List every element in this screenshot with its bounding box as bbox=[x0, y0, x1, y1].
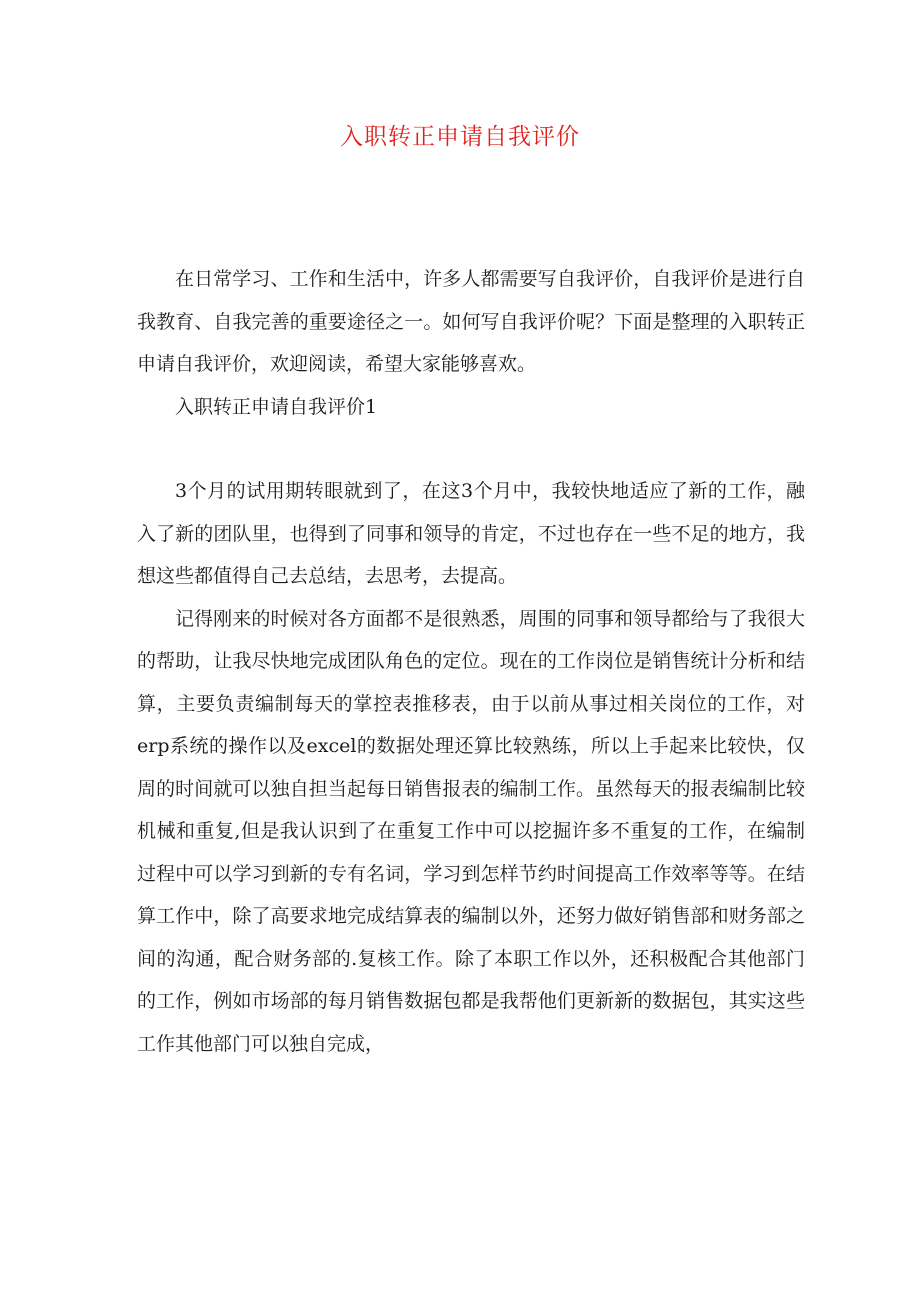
document-title: 入职转正申请自我评价 bbox=[340, 124, 580, 150]
body-paragraph-1: 3个月的试用期转眼就到了，在这3个月中，我较快地适应了新的工作，融入了新的团队里，也得到了同事和领导的肯定，不过也存在一些不足的地方，我想这些都值得自己去总结，去思考，去提高。 bbox=[137, 480, 805, 587]
document-body bbox=[137, 258, 805, 1065]
body-paragraph-2: 记得刚来的时候对各方面都不是很熟悉，周围的同事和领导都给与了我很大的帮助，让我尽快地完成团队角色的定位。现在的工作岗位是销售统计分析和结算，主要负责编制每天的掌控表推移表，由于以前从事过相关岗位的工作，对erp系统的操作以及excel的数据处理还算比较熟练，所以上手起来比较快，仅周的时间就可以独自担当起每日销售报表的编制工作。虽然每天的报表编制比较机械和重复,但是我认识到了在重复工作中可以挖掘许多不重复的工作，在编制过程中可以学习到新的专有名词，学习到怎样节约时间提高工作效率等等。在结算工作中，除了高要求地完成结算表的编制以外，还努力做好销售部和财务部之间的沟通，配合财务部的.复核工作。除了本职工作以外，还积极配合其他部门的工作，例如市场部的每月销售数据包都是我帮他们更新新的数据包，其实这些工作其他部门可以独自完成， bbox=[137, 607, 805, 1055]
blank-line bbox=[137, 428, 805, 470]
section-heading: 入职转正申请自我评价1 bbox=[175, 395, 378, 418]
intro-paragraph: 在日常学习、工作和生活中，许多人都需要写自我评价，自我评价是进行自我教育、自我完善的重要途径之一。如何写自我评价呢？下面是整理的入职转正申请自我评价，欢迎阅读，希望大家能够喜欢。 bbox=[137, 268, 805, 375]
